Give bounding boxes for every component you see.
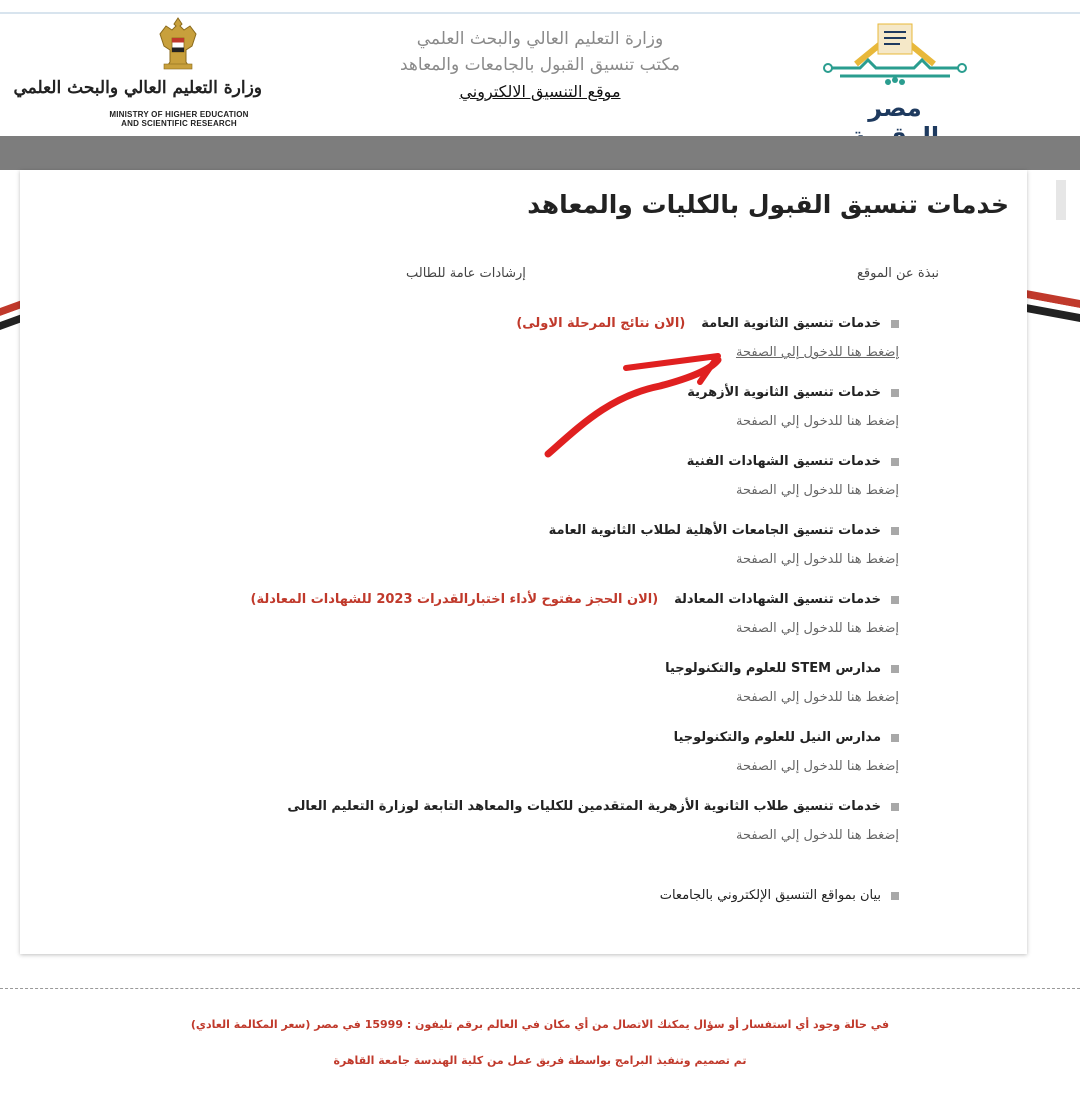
- header-center: [360, 26, 720, 106]
- site-header: [0, 14, 1080, 136]
- ministry-logo-english-line2: AND SCIENTIFIC RESEARCH: [121, 119, 237, 128]
- service-item-stem-schools: [179, 661, 899, 705]
- bullet-square-icon: [891, 458, 899, 466]
- service-item-private-universities: [179, 523, 899, 567]
- header-office-name: مكتب تنسيق القبول بالجامعات والمعاهد: [400, 55, 680, 75]
- footer-divider: [0, 988, 1080, 989]
- service-enter-link[interactable]: إضغط هنا للدخول إلي الصفحة: [735, 621, 899, 636]
- service-item-equivalent-certificates: [179, 592, 899, 636]
- bullet-square-icon: [891, 389, 899, 397]
- page-title: خدمات تنسيق القبول بالكليات والمعاهد: [527, 190, 1009, 219]
- service-title: مدارس النيل للعلوم والتكنولوجيا: [673, 730, 881, 745]
- service-item-technical-certificates: [179, 454, 899, 498]
- service-item-general-secondary: [179, 316, 899, 360]
- ministry-logo-english: [96, 110, 262, 128]
- footer-contact-text: في حالة وجود أي استفسار أو سؤال يمكنك الاتصال من أي مكان في العالم برقم تليفون : 15999 في مصر (سعر المكالمة العادي): [190, 1018, 890, 1031]
- service-title: خدمات تنسيق الثانوية الأزهرية: [687, 385, 881, 400]
- header-site-link[interactable]: موقع التنسيق الالكتروني: [459, 82, 621, 101]
- services-card: [20, 170, 1027, 954]
- about-site-link[interactable]: نبذة عن الموقع: [856, 266, 939, 281]
- ministry-logo-english-line1: MINISTRY OF HIGHER EDUCATION: [109, 110, 249, 119]
- bullet-square-icon: [891, 596, 899, 604]
- universities-statement-link[interactable]: بيان بمواقع التنسيق الإلكتروني بالجامعات: [659, 888, 881, 903]
- bullet-square-icon: [891, 665, 899, 673]
- footer-credits-text: تم تصميم وتنفيذ البرامج بواسطة فريق عمل من كلية الهندسة جامعة القاهرة: [333, 1054, 747, 1067]
- bullet-square-icon: [891, 892, 899, 900]
- service-enter-link[interactable]: إضغط هنا للدخول إلي الصفحة: [735, 690, 899, 705]
- service-note: (الان نتائج المرحلة الاولى): [516, 316, 686, 331]
- service-item-nile-schools: [179, 730, 899, 774]
- service-item-university-sites: [179, 888, 899, 903]
- service-note: (الان الحجز مفتوح لأداء اختبارالقدرات 2023 للشهادات المعادلة): [250, 592, 659, 607]
- service-enter-link[interactable]: إضغط هنا للدخول إلي الصفحة: [735, 759, 899, 774]
- service-title: خدمات تنسيق الجامعات الأهلية لطلاب الثانوية العامة: [548, 523, 881, 538]
- annotation-arrow-icon: [540, 346, 740, 461]
- service-title: خدمات تنسيق الشهادات الفنية: [686, 454, 881, 469]
- flag-ribbon-left-icon: [0, 300, 22, 340]
- nav-band: [0, 136, 1080, 170]
- service-title: مدارس STEM للعلوم والتكنولوجيا: [665, 661, 881, 676]
- bullet-square-icon: [891, 320, 899, 328]
- bullet-square-icon: [891, 734, 899, 742]
- student-guidance-link[interactable]: إرشادات عامة للطالب: [406, 266, 526, 281]
- service-item-azhar-higher-education: [179, 799, 899, 843]
- bullet-square-icon: [891, 527, 899, 535]
- service-enter-link[interactable]: إضغط هنا للدخول إلي الصفحة: [735, 552, 899, 567]
- digital-egypt-logo[interactable]: [820, 20, 980, 130]
- digital-egypt-text: مصر: [868, 94, 922, 122]
- service-enter-link[interactable]: إضغط هنا للدخول إلي الصفحة: [735, 483, 899, 498]
- ministry-logo[interactable]: [13, 16, 262, 134]
- service-item-azhar-secondary: [179, 385, 899, 429]
- flag-ribbon-right-icon: [1026, 170, 1080, 350]
- header-ministry-name: وزارة التعليم العالي والبحث العلمي: [416, 29, 664, 49]
- service-title: خدمات تنسيق الثانوية العامة: [701, 316, 881, 331]
- ministry-logo-arabic: وزارة التعليم العالي والبحث العلمي: [13, 78, 262, 98]
- service-enter-link[interactable]: إضغط هنا للدخول إلي الصفحة: [735, 345, 899, 360]
- service-enter-link[interactable]: إضغط هنا للدخول إلي الصفحة: [735, 414, 899, 429]
- bullet-square-icon: [891, 803, 899, 811]
- service-title: خدمات تنسيق طلاب الثانوية الأزهرية المتقدمين للكليات والمعاهد التابعة لوزارة التعليم العالى: [287, 799, 881, 814]
- eagle-emblem-icon: [158, 16, 198, 72]
- circuit-house-icon: [820, 20, 970, 94]
- service-title: خدمات تنسيق الشهادات المعادلة: [674, 592, 881, 607]
- service-enter-link[interactable]: إضغط هنا للدخول إلي الصفحة: [735, 828, 899, 843]
